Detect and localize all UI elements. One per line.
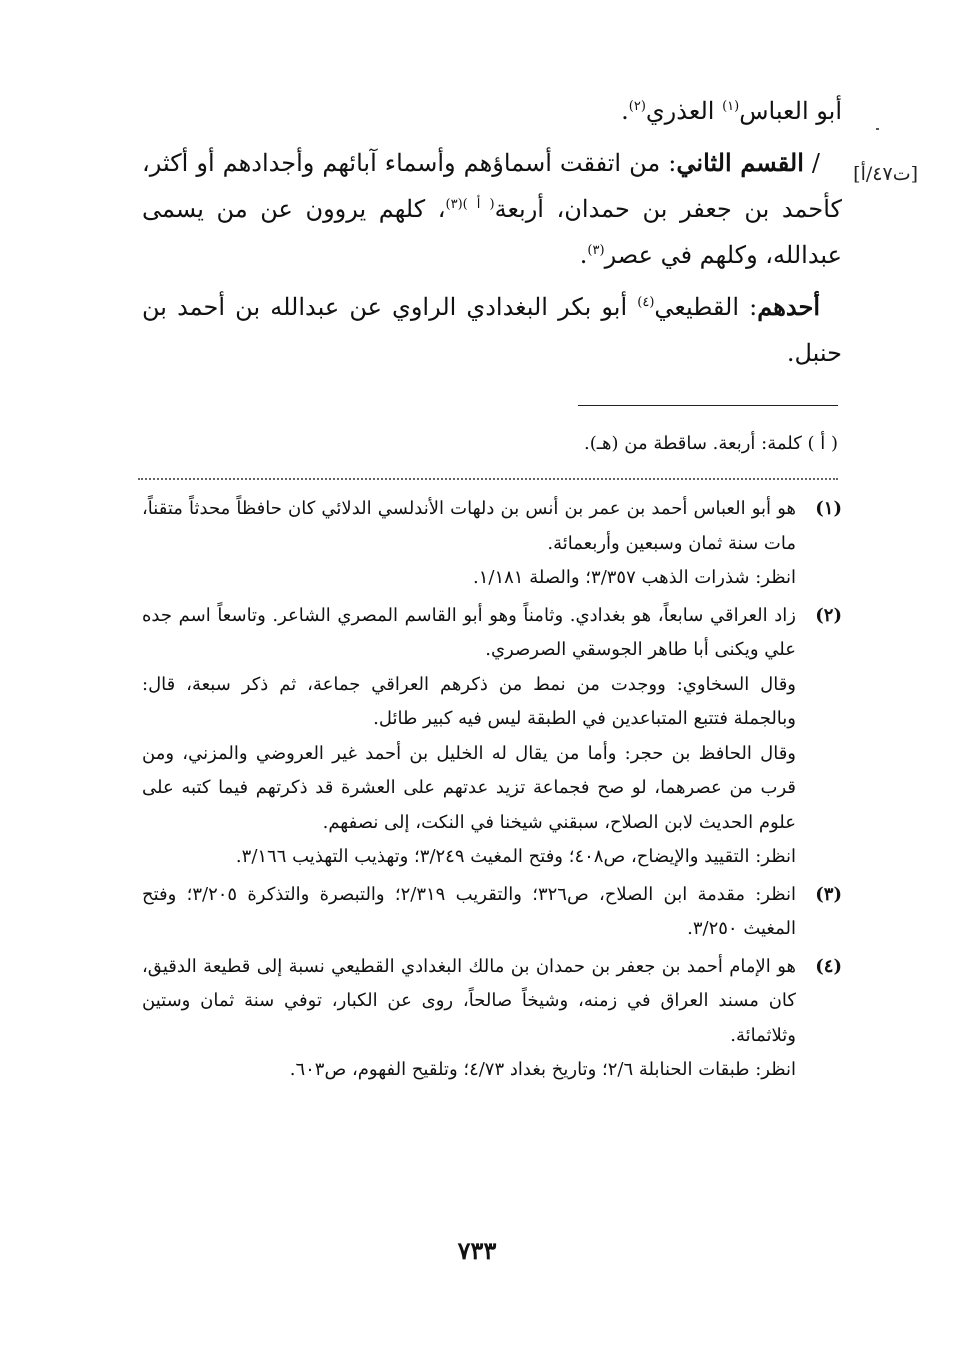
- footnote-2: [142, 599, 842, 875]
- footnote-ref: (٣): [445, 197, 463, 212]
- footnote-number: (٣): [815, 883, 842, 905]
- paragraph-2: [142, 140, 842, 278]
- footnote-ref: (٣): [587, 243, 605, 258]
- footnote-line: انظر: التقييد والإيضاح، ص٤٠٨؛ وفتح المغيث ٣/٢٤٩؛ وتهذيب التهذيب ٣/١٦٦.: [235, 846, 796, 867]
- main-text: [142, 88, 842, 376]
- page-number: ٧٣٣: [457, 1236, 497, 1265]
- footnote-ref: (١): [722, 99, 740, 114]
- section-heading: القسم الثاني: [676, 148, 804, 177]
- text-span: العذري: [645, 97, 723, 125]
- footnote-ref: (٤): [637, 295, 655, 310]
- footnote-number: (٢): [815, 604, 842, 626]
- footnote-3: [142, 878, 842, 947]
- footnote-ref: (٢): [628, 99, 646, 114]
- footnote-line: انظر: طبقات الحنابلة ٢/٦؛ وتاريخ بغداد ٤/٧٣؛ وتلقيح الفهوم، ص٦٠٣.: [289, 1059, 796, 1080]
- footnotes: [142, 492, 842, 1091]
- bold-lead: أحدهم: [757, 292, 820, 321]
- variant-ref: ( أ ): [462, 197, 495, 212]
- text-span: أبو بكر البغدادي الراوي عن عبدالله بن أحمد بن حنبل.: [142, 293, 842, 367]
- text-span: : القطيعي: [654, 293, 758, 321]
- footnote-line: هو أبو العباس أحمد بن عمر بن أنس بن دلهات الأندلسي الدلائي كان حافظاً محدثاً متقناً، مات سنة ثمان وسبعين وأربعمائة.: [142, 498, 796, 554]
- text-span: .: [621, 97, 629, 125]
- footnote-1: [142, 492, 842, 596]
- footnote-line: وقال السخاوي: ووجدت من نمط من ذكرهم العراقي جماعة، ثم ذكر سبعة، قال: وبالجملة فتتبع المتباعدين في الطبقة ليس فيه كبير طائل.: [142, 673, 796, 729]
- footnote-line: زاد العراقي سابعاً، هو بغدادي. وثامناً وهو أبو القاسم المصري الشاعر. وتاسعاً اسم جده علي ويكنى أبا طاهر الجوسقي الصرصري.: [142, 604, 796, 660]
- footnote-line: انظر: مقدمة ابن الصلاح، ص٣٢٦؛ والتقريب ٢/٣١٩؛ والتبصرة والتذكرة ٣/٢٠٥؛ وفتح المغيث ٣/٢٥٠.: [142, 883, 797, 939]
- text-span: : من اتفقت أسماؤهم وأسماء آبائهم وأجدادهم أو أكثر، كأحمد بن جعفر بن حمدان، أربعة: [142, 149, 842, 223]
- footnote-number: (٤): [815, 955, 842, 977]
- paragraph-3: [142, 284, 842, 376]
- footnote-line: هو الإمام أحمد بن جعفر بن حمدان بن مالك البغدادي القطيعي نسبة إلى قطيعة الدقيق، كان مسند العراق في زمنه، وشيخاً صالحاً، روى عن الكبار، توفي سنة ثمان وستين وثلاثمائة.: [142, 955, 796, 1046]
- variant-note: ( أ ) كلمة: أربعة. ساقطة من (هـ).: [584, 433, 838, 454]
- footnote-number: (١): [815, 498, 842, 519]
- scan-mark: [876, 128, 879, 130]
- text-span: .: [579, 241, 588, 269]
- footnote-line: انظر: شذرات الذهب ٣/٣٥٧؛ والصلة ١/١٨١.: [472, 567, 796, 588]
- text-span: ، كلهم يروون عن من يسمى عبدالله، وكلهم في عصر: [142, 195, 842, 269]
- paragraph-1: [142, 88, 842, 134]
- footnote-4: [142, 950, 842, 1088]
- footnote-line: وقال الحافظ بن حجر: وأما من يقال له الخليل بن أحمد غير العروضي والمزني، ومن قرب من عصرهما، لو صح فجماعة تزيد عدتهم على العشرة قد ذكرتهم فيما كتبه على علوم الحديث لابن الصلاح، سبقني شيخنا في النكت، إلى نصفهم.: [142, 742, 796, 833]
- manuscript-reference: [ت٤٧/أ]: [853, 163, 918, 185]
- footnote-separator: [578, 405, 838, 406]
- dotted-separator: [138, 478, 838, 480]
- text-span: /: [803, 149, 821, 177]
- text-span: أبو العباس: [739, 97, 842, 125]
